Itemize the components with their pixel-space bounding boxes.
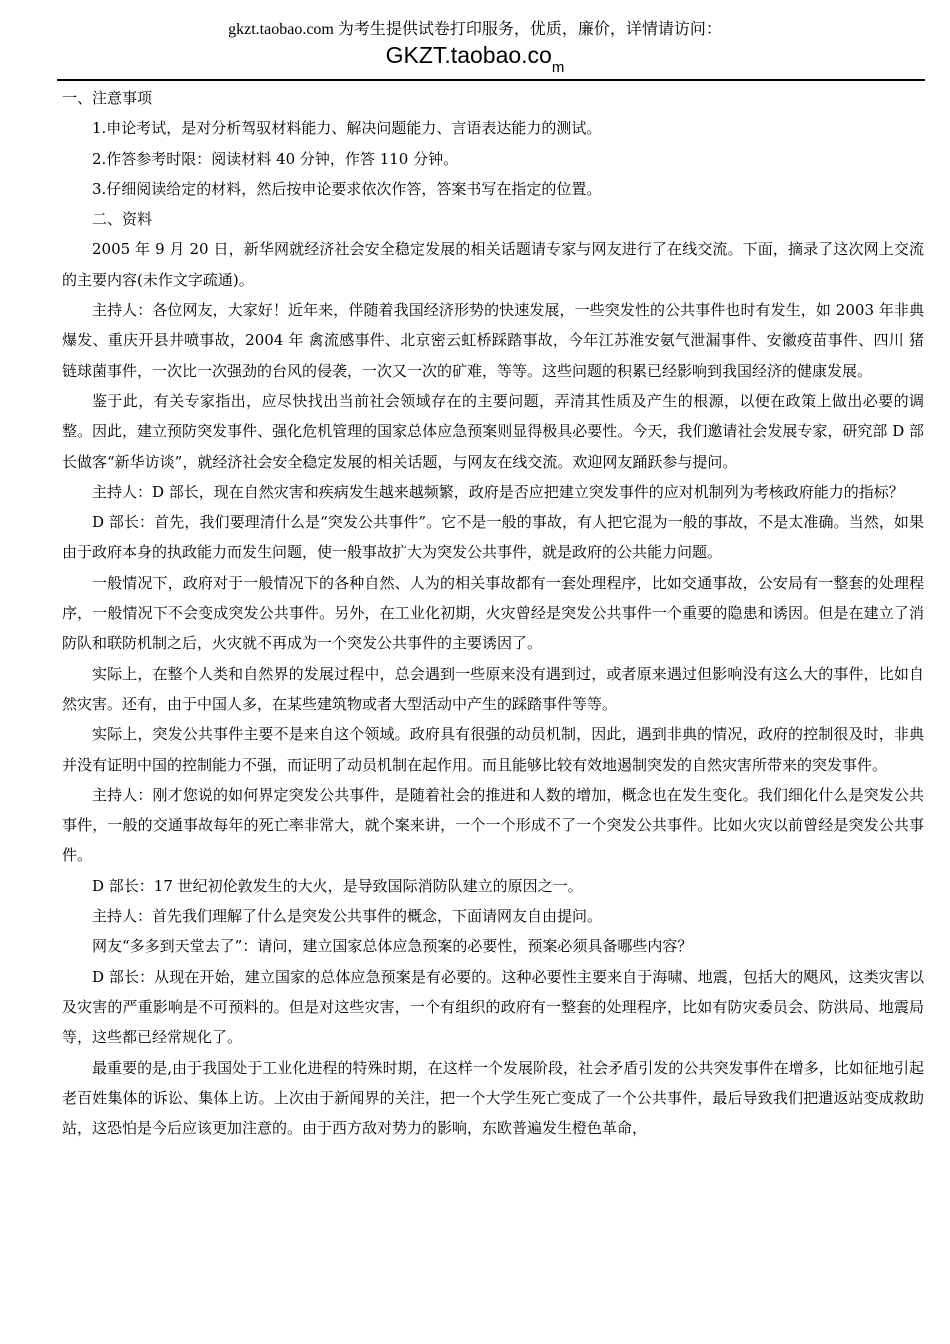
paragraph: 实际上，在整个人类和自然界的发展过程中，总会遇到一些原来没有遇到过，或者原来遇过但影响没有这么大的事件，比如自然灾害。还有，由于中国人多，在某些建筑物或者大型活动中产生的踩踏事件等等。 bbox=[62, 664, 924, 713]
header-site-name-suffix: m bbox=[551, 59, 565, 76]
paragraph: 2005 年 9 月 20 日，新华网就经济社会安全稳定发展的相关话题请专家与网友进行了在线交流。下面，摘录了这次网上交流的主要内容(未作文字疏通)。 bbox=[62, 240, 924, 289]
header-divider bbox=[57, 79, 925, 81]
paragraph: D 部长：从现在开始，建立国家的总体应急预案是有必要的。这种必要性主要来自于海啸、地震，包括大的飓风，这类灾害以及灾害的严重影响是不可预料的。但是对这些灾害，一个有组织的政府有一整套的处理程序，比如有防灾委员会、防洪局、地震局等，这些都已经常规化了。 bbox=[62, 967, 924, 1047]
paragraph: 1.申论考试，是对分析驾驭材料能力、解决问题能力、言语表达能力的测试。 bbox=[92, 119, 602, 138]
paragraph: 鉴于此，有关专家指出，应尽快找出当前社会领域存在的主要问题，弄清其性质及产生的根源，以便在政策上做出必要的调整。因此，建立预防突发事件、强化危机管理的国家总体应急预案则显得极具必要性。今天，我们邀请社会发展专家，研究部 D 部长做客“新华访谈”，就经济社会安全稳定发展的相关话题，与网友在线交流。欢迎网友踊跃参与提问。 bbox=[62, 391, 924, 471]
section-heading-materials: 二、资料 bbox=[92, 210, 153, 229]
paragraph: 3.仔细阅读给定的材料，然后按申论要求依次作答，答案书写在指定的位置。 bbox=[92, 179, 602, 198]
paragraph: D 部长：首先，我们要理清什么是“突发公共事件”。它不是一般的事故，有人把它混为一般的事故，不是太准确。当然，如果由于政府本身的执政能力而发生问题，使一般事故扩大为突发公共事件，就是政府的公共能力问题。 bbox=[62, 513, 924, 562]
paragraph: 主持人：刚才您说的如何界定突发公共事件，是随着社会的推进和人数的增加，概念也在发生变化。我们细化什么是突发公共事件，一般的交通事故每年的死亡率非常大，就个案来讲，一个一个形成不了一个突发公共事件。比如火灾以前曾经是突发公共事件。 bbox=[62, 785, 924, 865]
header-site-name-main: GKZT.taobao.co bbox=[385, 42, 552, 68]
paragraph: D 部长：17 世纪初伦敦发生的大火，是导致国际消防队建立的原因之一。 bbox=[92, 876, 583, 895]
page-header bbox=[0, 20, 950, 76]
paragraph: 一般情况下，政府对于一般情况下的各种自然、人为的相关事故都有一套处理程序，比如交通事故，公安局有一整套的处理程序，一般情况下不会变成突发公共事件。另外，在工业化初期，火灾曾经是突发公共事件一个重要的隐患和诱因。但是在建立了消防队和联防机制之后，火灾就不再成为一个突发公共事件的主要诱因了。 bbox=[62, 573, 924, 653]
paragraph: 最重要的是,由于我国处于工业化进程的特殊时期，在这样一个发展阶段，社会矛盾引发的公共突发事件在增多，比如征地引起老百姓集体的诉讼、集体上访。上次由于新闻界的关注，把一个大学生死亡变成了一个公共事件，最后导致我们把遣返站变成救助站，这恐怕是今后应该更加注意的。由于西方敌对势力的影响，东欧普遍发生橙色革命， bbox=[62, 1058, 924, 1138]
paragraph: 主持人：各位网友，大家好！近年来，伴随着我国经济形势的快速发展，一些突发性的公共事件也时有发生，如 2003 年非典爆发、重庆开县井喷事故，2004 年 禽流感事件、北京密云虹桥踩踏事故，今年江苏淮安氨气泄漏事件、安徽疫苗事件、四川 猪链球菌事件，一次比一次强劲的台风的侵袭，一次又一次的矿难，等等。这些问题的积累已经影响到我国经济的健康发展。 bbox=[62, 301, 924, 380]
paragraph: 网友“多多到天堂去了”：请问，建立国家总体应急预案的必要性，预案必须具备哪些内容？ bbox=[92, 937, 693, 956]
section-heading-notes: 一、注意事项 bbox=[62, 89, 153, 107]
document-body bbox=[62, 83, 924, 1143]
paragraph: 主持人：首先我们理解了什么是突发公共事件的概念，下面请网友自由提问。 bbox=[92, 907, 603, 926]
paragraph: 主持人：D 部长，现在自然灾害和疾病发生越来越频繁，政府是否应把建立突发事件的应对机制列为考核政府能力的指标？ bbox=[92, 482, 904, 501]
header-service-notice: gkzt.taobao.com 为考生提供试卷打印服务，优质，廉价，详情请访问： bbox=[228, 21, 722, 38]
header-site-name bbox=[0, 42, 950, 76]
paragraph: 实际上，突发公共事件主要不是来自这个领域。政府具有很强的动员机制，因此，遇到非典的情况，政府的控制很及时，非典并没有证明中国的控制能力不强，而证明了动员机制在起作用。而且能够比较有效地遏制突发的自然灾害所带来的突发事件。 bbox=[62, 725, 924, 774]
paragraph: 2.作答参考时限：阅读材料 40 分钟，作答 110 分钟。 bbox=[92, 149, 459, 168]
